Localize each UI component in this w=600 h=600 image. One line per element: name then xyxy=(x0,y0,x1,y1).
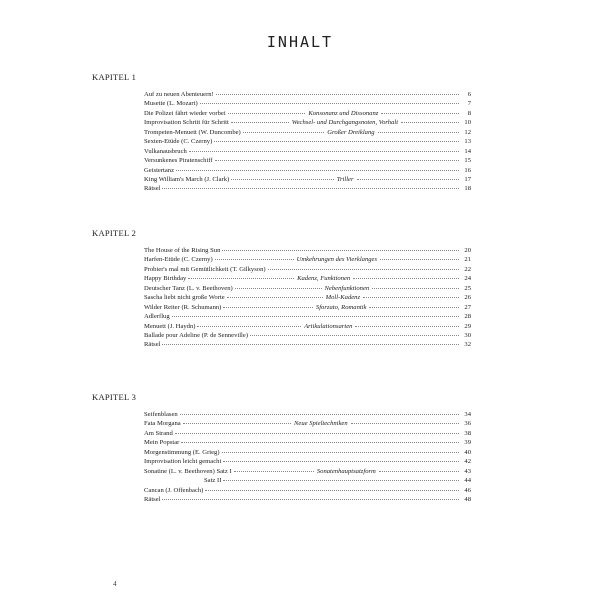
toc-entry xyxy=(144,448,471,457)
entry-page-number: 42 xyxy=(464,458,471,466)
entry-page-number: 36 xyxy=(464,420,471,428)
dot-leader xyxy=(188,278,294,279)
toc-entry xyxy=(144,457,471,466)
dot-leader xyxy=(234,471,314,472)
dot-leader xyxy=(222,452,459,453)
entry-title: Musette (L. Mozart) xyxy=(144,100,198,108)
dot-leader xyxy=(353,278,459,279)
dot-leader xyxy=(172,316,459,317)
entry-title: Cancan (J. Offenbach) xyxy=(144,486,204,494)
entry-page-number: 22 xyxy=(464,265,471,273)
entry-page-number: 7 xyxy=(467,100,471,108)
entry-page-number: 12 xyxy=(464,128,472,136)
entry-title: Wilder Reiter (R. Schumann) xyxy=(144,303,222,311)
toc-entry xyxy=(144,90,471,99)
dot-leader xyxy=(215,160,459,161)
toc-entry xyxy=(144,293,471,302)
toc-entry xyxy=(144,118,471,127)
entry-title: The House of the Rising Sun xyxy=(144,247,221,254)
entry-page-number: 13 xyxy=(464,138,471,146)
entry-page-number: 14 xyxy=(464,147,471,155)
entry-page-number: 16 xyxy=(464,166,471,174)
entry-page-number: 44 xyxy=(464,477,471,485)
dot-leader xyxy=(227,297,323,298)
dot-leader xyxy=(216,94,459,95)
entry-title: Rätsel xyxy=(144,341,161,349)
entry-page-number: 34 xyxy=(464,411,471,418)
toc-entry xyxy=(144,184,471,193)
chapter-title: KAPITEL 2 xyxy=(92,228,137,238)
entry-title: Satz II xyxy=(204,477,222,485)
chapter-title: KAPITEL 3 xyxy=(92,392,137,402)
dot-leader xyxy=(372,288,459,289)
dot-leader xyxy=(181,442,459,443)
page-mark: 4 xyxy=(113,580,117,588)
entry-title: Fata Morgana xyxy=(144,420,181,428)
entry-title: Menuett (J. Haydn) xyxy=(144,322,196,330)
toc-entry xyxy=(144,137,471,146)
entry-page-number: 26 xyxy=(464,294,471,302)
entry-title: Ballade pour Adeline (P. de Senneville) xyxy=(144,331,249,339)
chapter-title: KAPITEL 1 xyxy=(92,72,137,82)
entry-topic: Großer Dreiklang xyxy=(327,128,375,136)
entry-title: Deutscher Tanz (L. v. Beethoven) xyxy=(144,284,233,292)
entry-title: Trompeten-Menuett (W. Duncombe) xyxy=(144,128,241,136)
toc-entry xyxy=(144,156,471,165)
entry-title: Die Polizei fährt wieder vorbei xyxy=(144,109,226,117)
entry-page-number: 27 xyxy=(464,303,471,311)
entry-page-number: 39 xyxy=(464,439,471,447)
entry-page-number: 8 xyxy=(467,109,471,117)
toc-entry xyxy=(144,274,471,283)
dot-leader xyxy=(369,307,459,308)
toc-entry xyxy=(144,419,471,428)
dot-leader xyxy=(379,471,459,472)
entry-title: Mein Popstar xyxy=(144,439,180,447)
chapter-2 xyxy=(92,228,472,350)
entry-title: Happy Birthday xyxy=(144,275,187,283)
entry-title: Am Strand xyxy=(144,429,173,437)
entry-title: Adlerflug xyxy=(144,313,170,321)
chapter-entries xyxy=(144,246,471,350)
entry-title: Vulkanausbruch xyxy=(144,147,187,155)
toc-entry xyxy=(144,429,471,438)
toc-entry xyxy=(144,495,471,504)
entry-page-number: 48 xyxy=(464,495,471,503)
entry-title: Rätsel xyxy=(144,495,161,503)
toc-entry xyxy=(144,476,471,485)
entry-title: Sexten-Etüde (C. Czerny) xyxy=(144,138,213,146)
dot-leader xyxy=(250,335,459,336)
toc-entry xyxy=(144,303,471,312)
toc-entry xyxy=(144,486,471,495)
entry-page-number: 43 xyxy=(464,467,472,475)
dot-leader xyxy=(214,141,459,142)
toc-entry xyxy=(144,284,471,293)
entry-topic: Umkehrungen des Vierklanges xyxy=(296,256,378,264)
dot-leader xyxy=(197,326,301,327)
entry-page-number: 40 xyxy=(464,448,471,456)
entry-page-number: 17 xyxy=(464,175,471,183)
dot-leader xyxy=(183,423,291,424)
entry-topic: Kadenz, Funktionen xyxy=(297,275,351,283)
entry-topic: Triller xyxy=(336,175,354,183)
toc-entry xyxy=(144,438,471,447)
toc-entry xyxy=(144,340,471,349)
chapter-1 xyxy=(92,72,472,194)
dot-leader xyxy=(223,480,459,481)
toc-entry xyxy=(144,331,471,340)
entry-topic: Sonatenhauptsatzform xyxy=(316,467,376,475)
entry-title: Probier's mal mit Gemütlichkeit (T. Gilkyson) xyxy=(144,265,266,273)
dot-leader xyxy=(176,170,459,171)
toc-entry xyxy=(144,175,471,184)
entry-title: Improvisation Schritt für Schritt xyxy=(144,119,229,127)
entry-page-number: 18 xyxy=(464,185,471,193)
dot-leader xyxy=(189,151,459,152)
entry-topic: Sforzato, Romantik xyxy=(315,303,367,311)
entry-title: Geistertanz xyxy=(144,166,175,174)
entry-page-number: 15 xyxy=(464,157,471,165)
dot-leader xyxy=(162,344,459,345)
toc-entry xyxy=(144,312,471,321)
chapter-3 xyxy=(92,392,472,504)
entry-page-number: 10 xyxy=(464,119,471,127)
entry-topic: Wechsel- und Durchgangsnoten, Vorhalt xyxy=(291,119,399,127)
dot-leader xyxy=(223,307,313,308)
toc-entry xyxy=(144,246,471,255)
dot-leader xyxy=(243,132,324,133)
toc-entry xyxy=(144,109,471,118)
entry-title: Harfen-Etüde (C. Czerny) xyxy=(144,256,213,264)
page-title: INHALT xyxy=(266,33,334,51)
dot-leader xyxy=(351,423,459,424)
dot-leader xyxy=(222,250,459,251)
dot-leader xyxy=(235,288,322,289)
dot-leader xyxy=(231,179,333,180)
dot-leader xyxy=(162,499,459,500)
entry-title: Improvisation leicht gemacht xyxy=(144,458,222,466)
toc-entry xyxy=(144,322,471,331)
entry-topic: Konsonanz und Dissonanz xyxy=(308,109,379,117)
dot-leader xyxy=(223,461,459,462)
entry-page-number: 29 xyxy=(464,322,472,330)
entry-topic: Neue Spieltechniken xyxy=(294,420,348,428)
entry-title: Seifenblasen xyxy=(144,411,178,418)
entry-page-number: 24 xyxy=(464,275,472,283)
entry-page-number: 25 xyxy=(464,284,472,292)
toc-entry xyxy=(144,410,471,419)
dot-leader xyxy=(180,414,459,415)
dot-leader xyxy=(175,433,459,434)
dot-leader xyxy=(228,113,306,114)
entry-page-number: 6 xyxy=(467,91,471,98)
dot-leader xyxy=(380,259,459,260)
entry-page-number: 30 xyxy=(464,331,471,339)
chapter-entries xyxy=(144,90,471,194)
entry-page-number: 21 xyxy=(464,256,472,264)
dot-leader xyxy=(363,297,459,298)
toc-entry xyxy=(144,166,471,175)
dot-leader xyxy=(268,269,459,270)
entry-page-number: 20 xyxy=(464,247,471,254)
toc-entry xyxy=(144,467,471,476)
dot-leader xyxy=(357,179,459,180)
entry-page-number: 28 xyxy=(464,313,471,321)
dot-leader xyxy=(205,490,459,491)
dot-leader xyxy=(401,122,459,123)
entry-title: King William's March (J. Clark) xyxy=(144,175,230,183)
toc-entry xyxy=(144,128,471,137)
dot-leader xyxy=(381,113,459,114)
entry-title: Sascha liebt nicht große Worte xyxy=(144,294,225,302)
dot-leader xyxy=(162,188,459,189)
entry-title: Versunkenes Piratenschiff xyxy=(144,157,213,165)
entry-topic: Nebenfunktionen xyxy=(324,284,370,292)
entry-title: Rätsel xyxy=(144,185,161,193)
entry-page-number: 46 xyxy=(464,486,471,494)
entry-title: Auf zu neuen Abenteuern! xyxy=(144,91,214,98)
toc-entry xyxy=(144,265,471,274)
toc-entry xyxy=(144,255,471,264)
toc-entry xyxy=(144,147,471,156)
entry-title: Sonatine (L. v. Beethoven) Satz I xyxy=(144,467,232,475)
chapter-entries xyxy=(144,410,471,504)
dot-leader xyxy=(355,326,459,327)
dot-leader xyxy=(231,122,289,123)
entry-page-number: 38 xyxy=(464,429,471,437)
dot-leader xyxy=(200,103,459,104)
entry-topic: Artikulationsarten xyxy=(304,322,353,330)
toc-entry xyxy=(144,99,471,108)
entry-topic: Moll-Kadenz xyxy=(325,294,361,302)
dot-leader xyxy=(378,132,459,133)
entry-title: Morgenstimmung (E. Grieg) xyxy=(144,448,220,456)
entry-page-number: 32 xyxy=(464,341,471,349)
dot-leader xyxy=(215,259,294,260)
